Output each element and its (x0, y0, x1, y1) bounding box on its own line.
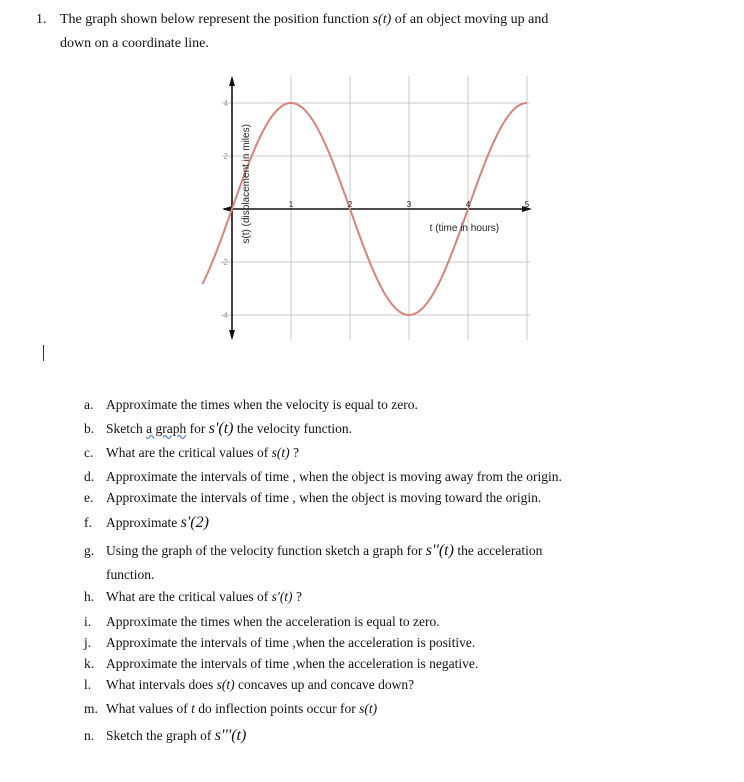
question-item-f (84, 514, 209, 532)
item-text-post: concaves up and concave down? (234, 677, 415, 692)
item-label: h. (84, 589, 95, 604)
item-label: d. (84, 469, 95, 484)
item-label: l. (84, 677, 92, 692)
question-item-b (84, 420, 352, 438)
item-text-post: the velocity function. (233, 421, 352, 436)
item-math: s(t) (271, 445, 290, 460)
item-math: s(t) (216, 677, 235, 692)
item-text-pre: What values of (106, 701, 192, 716)
item-continuation: function. (106, 567, 155, 582)
question-item-e (84, 490, 541, 506)
item-label: m. (84, 701, 98, 716)
item-label: a. (84, 397, 94, 412)
item-math: s'(t) (271, 589, 293, 604)
x-tick-label-2: 2 (347, 200, 353, 209)
item-label: e. (84, 490, 94, 505)
item-text: Approximate the intervals of time , when the object is moving away from the origin. (106, 469, 562, 484)
question-number: 1. (36, 12, 47, 27)
question-item-l (84, 677, 414, 693)
question-text-a: The graph shown below represent the position function (60, 12, 373, 27)
item-text: Approximate the times when the velocity is equal to zero. (106, 397, 418, 412)
item-text-mid: for (186, 421, 209, 436)
item-math2: s(t) (359, 701, 378, 716)
x-tick-label-1: 1 (288, 200, 294, 209)
y-tick-label--2: -2 (220, 258, 228, 267)
item-text: Approximate the times when the acceleration is equal to zero. (106, 614, 440, 629)
item-text-post: ? (289, 445, 300, 460)
question-item-n (84, 727, 246, 745)
item-label: f. (84, 515, 92, 530)
chart-grid (222, 76, 530, 340)
item-math: s''(t) (425, 542, 454, 559)
y-axis-title: s(t) (displacement in miles) (241, 124, 252, 244)
item-text-post: the acceleration (453, 543, 543, 558)
item-text-pre: What intervals does (106, 677, 217, 692)
item-math: s'(2) (180, 514, 209, 531)
item-label: g. (84, 543, 95, 558)
item-text: Approximate the intervals of time ,when the acceleration is negative. (106, 656, 479, 671)
item-label: b. (84, 421, 95, 436)
x-axis-title: t (time in hours) (429, 223, 500, 234)
item-text-pre: Sketch (106, 421, 147, 436)
y-tick-label--4: -4 (220, 311, 228, 320)
item-label: i. (84, 614, 92, 629)
item-math: s'(t) (208, 420, 234, 437)
question-item-i (84, 614, 440, 630)
item-label: j. (84, 635, 92, 650)
item-text-pre: Approximate (106, 515, 181, 530)
chart-axes (222, 76, 532, 340)
item-text-post: ? (292, 589, 302, 604)
question-item-g (84, 542, 542, 560)
question-item-k (84, 656, 478, 672)
item-label: k. (84, 656, 95, 671)
y-axis-arrow-down (229, 330, 235, 340)
item-math: s'''(t) (214, 727, 247, 744)
item-text-post: do inflection points occur for (194, 701, 360, 716)
item-label: n. (84, 728, 95, 743)
item-label: c. (84, 445, 94, 460)
x-tick-label-5: 5 (524, 200, 530, 209)
item-text: Approximate the intervals of time ,when the acceleration is positive. (106, 635, 476, 650)
item-text-pre: Sketch the graph of (106, 728, 215, 743)
question-item-d (84, 469, 562, 485)
item-text-pre: Using the graph of the velocity function sketch a graph for (106, 543, 426, 558)
y-tick-label-4: 4 (223, 99, 228, 108)
y-tick-label-2: 2 (223, 152, 228, 161)
question-item-c (84, 445, 299, 461)
x-tick-label-4: 4 (465, 200, 471, 209)
item-text-pre: What are the critical values of (106, 445, 272, 460)
question-func: s(t) (372, 12, 392, 27)
item-text: Approximate the intervals of time , when the object is moving toward the origin. (106, 490, 542, 505)
text-cursor (43, 345, 44, 361)
item-text-link: a graph (146, 421, 187, 436)
question-item-a (84, 397, 418, 413)
question-line-2: down on a coordinate line. (60, 36, 209, 51)
question-item-j (84, 635, 475, 651)
item-text-pre: What are the critical values of (106, 589, 272, 604)
x-tick-label-3: 3 (406, 200, 412, 209)
question-text-b: of an object moving up and (391, 12, 549, 27)
question-item-m (84, 701, 377, 717)
y-axis-arrow-up (229, 76, 235, 86)
item-math: t (191, 701, 195, 716)
question-item-h (84, 589, 302, 605)
